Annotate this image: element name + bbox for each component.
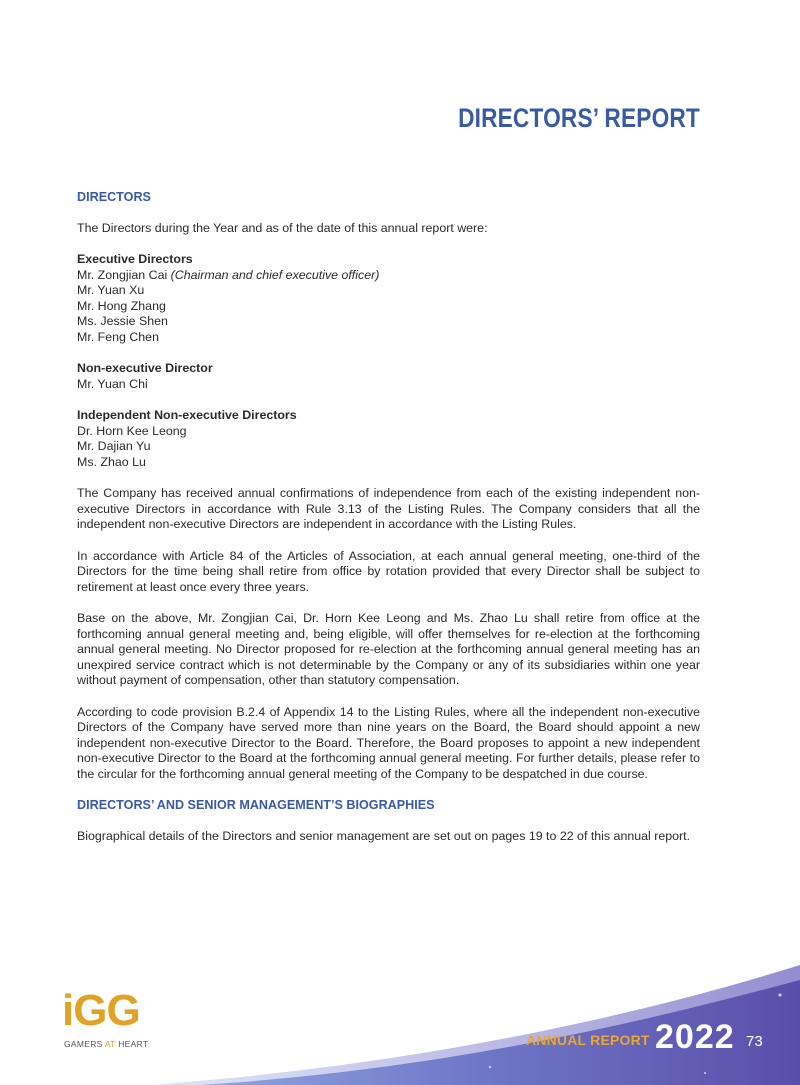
director-role: (Chairman and chief executive officer) — [170, 267, 380, 282]
director-name-text: Mr. Zongjian Cai — [77, 267, 168, 282]
report-content — [77, 190, 700, 844]
director-name: Mr. Dajian Yu — [77, 439, 151, 453]
page-title: DIRECTORS’ REPORT — [458, 103, 700, 133]
sparkle — [704, 1072, 706, 1074]
director-name: Mr. Feng Chen — [77, 329, 159, 344]
directors-intro: The Directors during the Year and as of the date of this annual report were: — [77, 220, 488, 235]
biographies-text: Biographical details of the Directors and senior management are set out on pages 19 to 22 of this annual report. — [77, 828, 691, 843]
biographies-heading: DIRECTORS’ AND SENIOR MANAGEMENT’S BIOGRAPHIES — [77, 798, 435, 812]
non-executive-director-heading: Non-executive Director — [77, 361, 213, 375]
executive-directors-heading: Executive Directors — [77, 252, 193, 266]
rotation-paragraph: In accordance with Article 84 of the Articles of Association, at each annual general meeting, one-third of the Directors for the time being shall retire from office by rotation provided that every Director shall be subject to retirement at least once every three years. — [77, 548, 700, 594]
sparkle — [779, 994, 782, 997]
director-name: Mr. Yuan Chi — [77, 376, 148, 391]
annual-report-label: ANNUAL REPORT — [526, 1032, 650, 1048]
logo-tagline: GAMERS AT HEART — [64, 1039, 149, 1049]
logo-wordmark: iGG — [62, 986, 140, 1035]
director-name: Ms. Zhao Lu — [77, 454, 146, 469]
director-name: Dr. Horn Kee Leong — [77, 423, 187, 438]
code-provision-paragraph: According to code provision B.2.4 of Appendix 14 to the Listing Rules, where all the independent non-executive Directors of the Company have served more than nine years on the Board, the Board should appoint a new independent non-executive Director to the Board. Therefore, the Board proposes to appoint a new independent non-executive Director to the Board at the forthcoming annual general meeting. For further details, please refer to the circular for the forthcoming annual general meeting of the Company to be despatched in due course. — [77, 704, 700, 781]
re-election-paragraph: Base on the above, Mr. Zongjian Cai, Dr. Horn Kee Leong and Ms. Zhao Lu shall retire from office at the forthcoming annual general meeting and, being eligible, will offer themselves for re-election at the forthcoming annual general meeting. No Director proposed for re-election at the forthcoming annual general meeting has an unexpired service contract which is not determinable by the Company or any of its subsidiaries within one year without payment of compensation, other than statutory compensation. — [77, 611, 700, 687]
directors-heading: DIRECTORS — [77, 190, 151, 204]
sparkle — [489, 1066, 491, 1068]
director-name — [77, 268, 700, 284]
report-year: 2022 — [655, 1018, 735, 1056]
page-number: 73 — [746, 1033, 763, 1050]
director-name: Ms. Jessie Shen — [77, 314, 168, 328]
company-logo — [62, 987, 172, 1057]
independence-paragraph: The Company has received annual confirmations of independence from each of the existing independent non-executive Directors in accordance with Rule 3.13 of the Listing Rules. The Company considers that all the independent non-executive Directors are independent in accordance with the Listing Rules. — [77, 486, 700, 531]
director-name: Mr. Hong Zhang — [77, 298, 166, 313]
director-name: Mr. Yuan Xu — [77, 283, 145, 297]
independent-directors-heading: Independent Non-executive Directors — [77, 408, 297, 422]
